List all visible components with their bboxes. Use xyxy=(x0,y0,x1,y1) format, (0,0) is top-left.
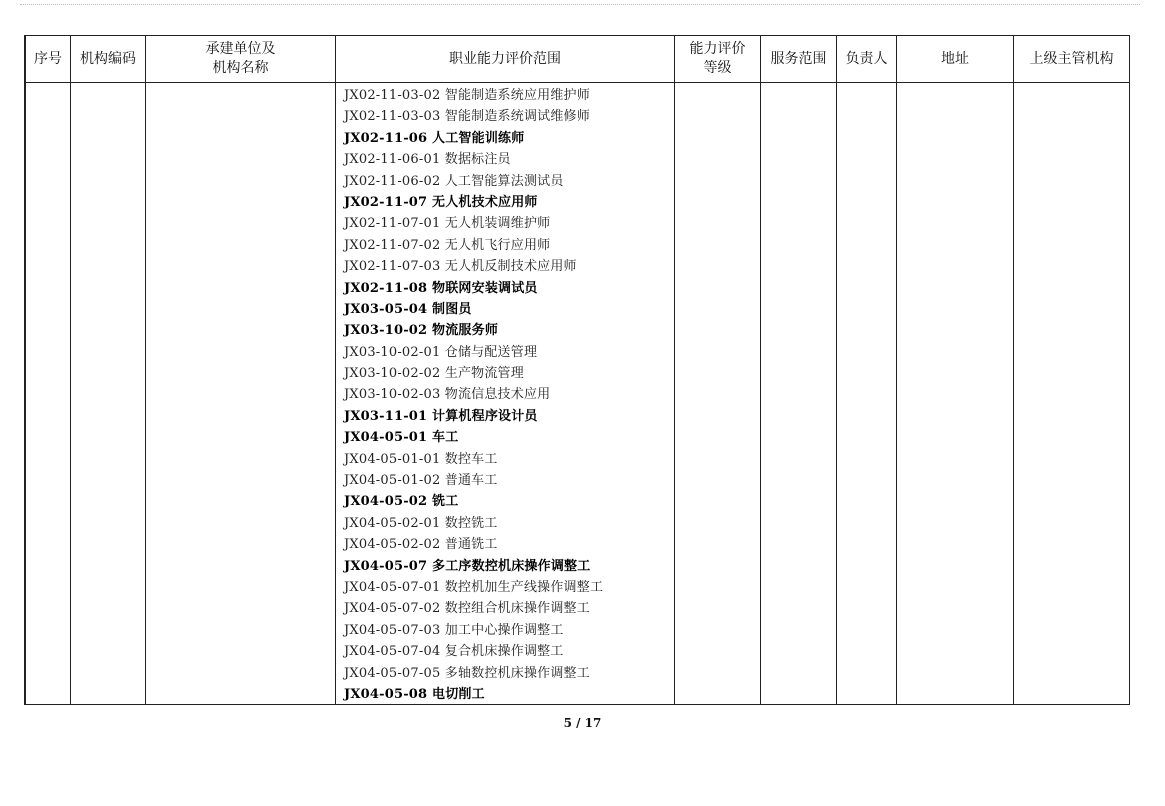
cell-person-in-charge xyxy=(837,83,897,706)
top-scan-rule xyxy=(20,4,1140,5)
scope-item-occupation: JX03-10-02 物流服务师 xyxy=(344,323,499,339)
evaluation-scope-list xyxy=(336,83,674,705)
scope-item-sub-occupation: JX02-11-07-02 无人机飞行应用师 xyxy=(344,237,551,253)
scope-item-occupation: JX04-05-07 多工序数控机床操作调整工 xyxy=(344,558,591,574)
cell-org-code xyxy=(71,83,146,706)
cell-address xyxy=(897,83,1014,706)
header-supervising-agency-label: 上级主管机构 xyxy=(1029,50,1114,67)
scope-item-sub-occupation: JX04-05-07-05 多轴数控机床操作调整工 xyxy=(344,665,590,681)
scope-item-occupation: JX02-11-08 物联网安装调试员 xyxy=(344,280,538,296)
header-org-name-label: 承建单位及 机构名称 xyxy=(205,41,276,76)
header-person-in-charge-label: 负责人 xyxy=(845,50,888,67)
scope-item-sub-occupation: JX04-05-01-01 数控车工 xyxy=(344,451,498,467)
scope-item-sub-occupation: JX04-05-07-04 复合机床操作调整工 xyxy=(344,644,564,660)
scope-item-sub-occupation: JX02-11-03-03 智能制造系统调试维修师 xyxy=(344,109,590,125)
cell-supervising-agency xyxy=(1014,83,1130,706)
header-person-in-charge xyxy=(837,36,897,83)
header-org-code xyxy=(71,36,146,83)
header-supervising-agency xyxy=(1014,36,1130,83)
scope-item-sub-occupation: JX02-11-06-01 数据标注员 xyxy=(344,152,511,168)
scope-item-sub-occupation: JX04-05-02-01 数控铣工 xyxy=(344,515,498,531)
scope-item-sub-occupation: JX02-11-07-01 无人机装调维护师 xyxy=(344,216,551,232)
cell-evaluation-level xyxy=(675,83,761,706)
scope-item-occupation: JX02-11-07 无人机技术应用师 xyxy=(344,194,538,210)
scope-item-occupation: JX04-05-02 铣工 xyxy=(344,494,459,510)
scope-item-sub-occupation: JX04-05-07-03 加工中心操作调整工 xyxy=(344,622,564,638)
table-header-row xyxy=(26,36,1130,83)
cell-evaluation-scope xyxy=(336,83,675,706)
header-address-label: 地址 xyxy=(941,50,969,67)
scope-item-sub-occupation: JX03-10-02-01 仓储与配送管理 xyxy=(344,344,538,360)
scope-item-occupation: JX02-11-06 人工智能训练师 xyxy=(344,130,525,146)
header-serial-number xyxy=(26,36,71,83)
evaluation-table xyxy=(25,36,1130,705)
page-number: 5 / 17 xyxy=(563,716,602,730)
header-evaluation-level-label: 能力评价 等级 xyxy=(689,41,746,76)
scope-item-sub-occupation: JX03-10-02-03 物流信息技术应用 xyxy=(344,387,551,403)
header-address xyxy=(897,36,1014,83)
scope-item-sub-occupation: JX04-05-07-01 数控机加生产线操作调整工 xyxy=(344,579,604,595)
scope-item-occupation: JX03-11-01 计算机程序设计员 xyxy=(344,408,538,424)
scope-item-occupation: JX04-05-01 车工 xyxy=(344,430,459,446)
scope-item-sub-occupation: JX04-05-01-02 普通车工 xyxy=(344,473,498,489)
cell-org-name xyxy=(146,83,336,706)
header-evaluation-level xyxy=(675,36,761,83)
header-serial-number-label: 序号 xyxy=(34,50,62,67)
cell-serial-number xyxy=(26,83,71,706)
header-org-name xyxy=(146,36,336,83)
cell-service-range xyxy=(761,83,837,706)
scope-item-sub-occupation: JX04-05-02-02 普通铣工 xyxy=(344,537,498,553)
header-evaluation-scope-label: 职业能力评价范围 xyxy=(449,50,561,67)
scope-item-occupation: JX03-05-04 制图员 xyxy=(344,301,472,317)
header-service-range-label: 服务范围 xyxy=(770,50,827,67)
header-service-range xyxy=(761,36,837,83)
scope-item-sub-occupation: JX03-10-02-02 生产物流管理 xyxy=(344,366,524,382)
scope-item-occupation: JX04-05-08 电切削工 xyxy=(344,686,485,702)
scope-item-sub-occupation: JX02-11-07-03 无人机反制技术应用师 xyxy=(344,259,577,275)
table-row xyxy=(26,83,1130,706)
header-org-code-label: 机构编码 xyxy=(80,50,136,67)
scope-item-sub-occupation: JX02-11-06-02 人工智能算法测试员 xyxy=(344,173,564,189)
scope-item-sub-occupation: JX02-11-03-02 智能制造系统应用维护师 xyxy=(344,88,590,103)
scope-item-sub-occupation: JX04-05-07-02 数控组合机床操作调整工 xyxy=(344,601,590,617)
header-evaluation-scope xyxy=(336,36,675,83)
evaluation-table-frame xyxy=(24,35,1130,705)
